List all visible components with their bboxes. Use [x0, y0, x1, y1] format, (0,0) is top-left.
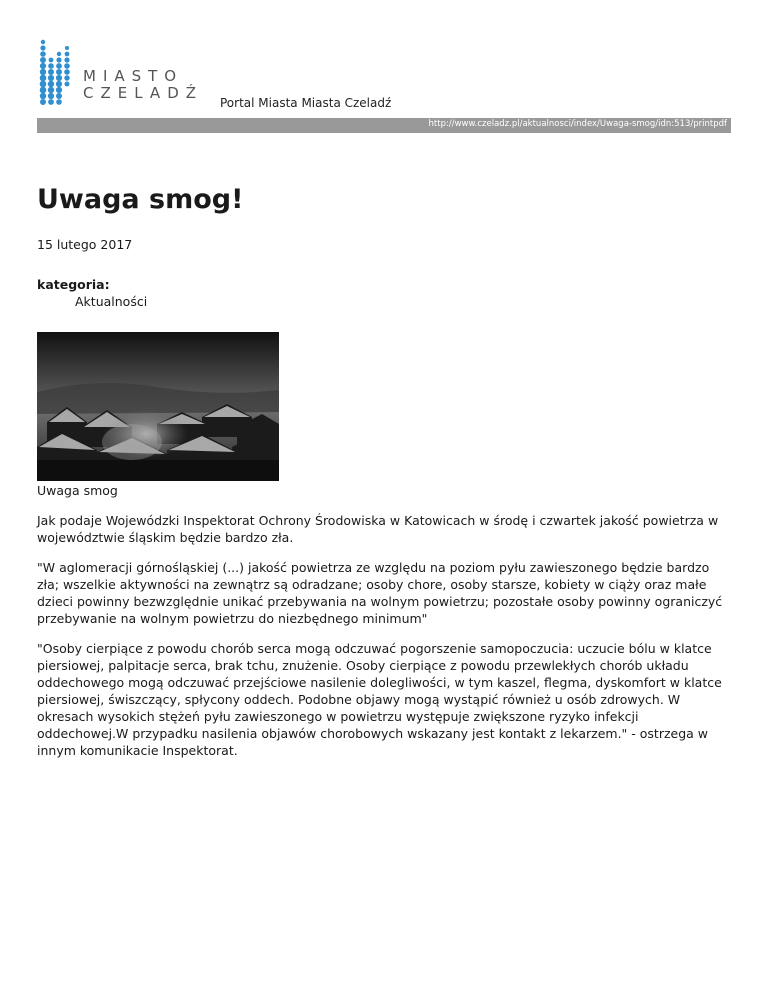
smog-photo [37, 332, 279, 481]
source-url-bar [37, 118, 731, 133]
article-title: Uwaga smog! [37, 184, 244, 215]
article-paragraph: "Osoby cierpiące z powodu chorób serca mogą odczuwać pogorszenie samopoczucia: uczucie bólu w klatce piersiowej, palpitacje serca, brak tchu, znużenie. Osoby cierpiące z powodu przewlekłych chorób układu oddechowego mogą odczuwać przejściowe nasilenie dolegliwości, w tym kaszel, flegma, dyskomfort w klatce piersiowej, świszczący, spłycony oddech. Podobne objawy mogą wystąpić również u osób zdrowych. W okresach wysokich stężeń pyłu zawieszonego w powietrzu występuje zwiększone ryzyko infekcji oddechowej.W przypadku nasilenia objawów chorobowych wskazany jest kontakt z lekarzem." - ostrzega w innym komunikacie Inspektorat. [37, 641, 722, 758]
source-url[interactable]: http://www.czeladz.pl/aktualnosci/index/Uwaga-smog/idn:513/printpdf [428, 119, 727, 129]
logo-line-2: CZELADŹ [83, 84, 204, 102]
city-logo[interactable] [37, 38, 227, 108]
city-logo-mark [37, 38, 79, 108]
article-paragraph: Jak podaje Wojewódzki Inspektorat Ochrony Środowiska w Katowicach w środę i czwartek jakość powietrza w województwie śląskim będzie bardzo zła. [37, 513, 719, 545]
logo-wordmark [83, 68, 203, 102]
logo-line-1: MIASTO [83, 67, 184, 85]
image-caption: Uwaga smog [37, 483, 118, 498]
article-body [37, 512, 732, 772]
article-date: 15 lutego 2017 [37, 237, 133, 252]
article-paragraph: "W aglomeracji górnośląskiej (...) jakość powietrza ze względu na poziom pyłu zawieszonego będzie bardzo zła; wszelkie aktywności na zewnątrz są odradzane; osoby chore, osoby starsze, kobiety w ciąży oraz małe dzieci powinny bezwzględnie unikać przebywania na wolnym powietrzu; pozostałe osoby powinny ograniczyć przebywanie na wolnym powietrzu do niezbędnego minimum" [37, 560, 723, 626]
page-header [37, 38, 731, 134]
portal-name: Portal Miasta Miasta Czeladź [220, 96, 392, 110]
category-label: kategoria: [37, 277, 110, 292]
category-value[interactable]: Aktualności [75, 294, 148, 309]
